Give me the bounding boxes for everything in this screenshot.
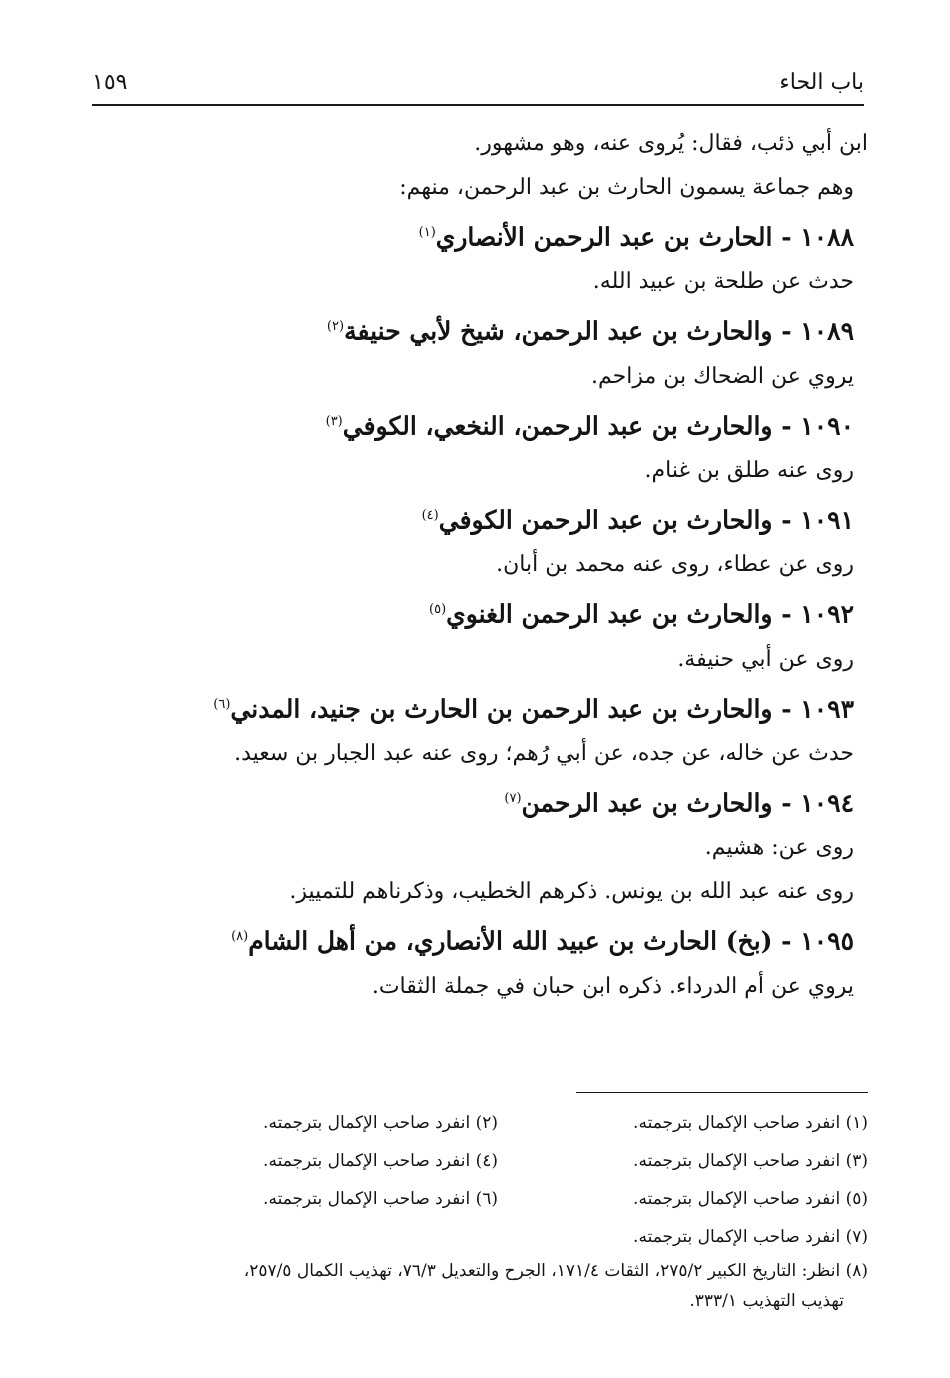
entry-heading-1088	[128, 210, 868, 260]
running-head	[92, 66, 864, 102]
chapter-title: باب الحاء	[779, 70, 864, 95]
entry-text-1088: حدث عن طلحة بن عبيد الله.	[592, 269, 854, 295]
footnote-8	[68, 1256, 868, 1316]
footnote-marker: (٨)	[231, 929, 249, 945]
footnote-marker: (٧)	[504, 790, 522, 806]
intro-line: ابن أبي ذئب، فقال: يُروى عنه، وهو مشهور.	[474, 131, 868, 156]
entry-title: ١٠٩٣ - والحارث بن عبد الرحمن بن الحارث بن جنيد، المدني	[230, 693, 854, 723]
footnote-6: (٦) انفرد صاحب الإكمال بترجمته.	[263, 1189, 498, 1209]
entry-text-1090: روى عنه طلق بن غنام.	[644, 457, 854, 483]
footnote-marker: (٥)	[429, 602, 447, 618]
entry-text-1091: روى عن عطاء، روى عنه محمد بن أبان.	[496, 552, 854, 578]
footnote-row	[68, 1104, 868, 1142]
footnote-1: (١) انفرد صاحب الإكمال بترجمته.	[633, 1113, 868, 1133]
entry-heading-1093	[128, 682, 868, 732]
footnote-marker: (٤)	[421, 507, 439, 523]
header-rule	[92, 104, 864, 106]
entry-text-1089: يروي عن الضحاك بن مزاحم.	[590, 363, 854, 389]
entry-heading-1090	[128, 399, 868, 449]
entry-text-1094-b: روى عنه عبد الله بن يونس. ذكرهم الخطيب، وذكرناهم للتمييز.	[289, 879, 854, 905]
page-number: ١٥٩	[92, 70, 128, 95]
entry-title: ١٠٩٥ - (بخ) الحارث بن عبيد الله الأنصاري، من أهل الشام	[248, 926, 854, 956]
footnote-row	[68, 1142, 868, 1180]
entry-text-1093: حدث عن خاله، عن جده، عن أبي رُهم؛ روى عنه عبد الجبار بن سعيد.	[234, 740, 854, 766]
entry-title: ١٠٩٠ - والحارث بن عبد الرحمن، النخعي، الكوفي	[342, 410, 854, 440]
footnote-4: (٤) انفرد صاحب الإكمال بترجمته.	[263, 1151, 498, 1171]
main-text	[128, 122, 868, 1009]
footnote-3: (٣) انفرد صاحب الإكمال بترجمته.	[633, 1151, 868, 1171]
footnote-2: (٢) انفرد صاحب الإكمال بترجمته.	[263, 1113, 498, 1133]
entry-text-1095: يروي عن أم الدرداء. ذكره ابن حبان في جملة الثقات.	[371, 973, 854, 999]
footnote-7: (٧) انفرد صاحب الإكمال بترجمته.	[633, 1227, 868, 1247]
group-line: وهم جماعة يسمون الحارث بن عبد الرحمن، منهم:	[399, 175, 854, 200]
footnote-row	[68, 1218, 868, 1256]
entry-title: ١٠٩٢ - والحارث بن عبد الرحمن الغنوي	[446, 599, 854, 629]
footnote-8-line-2: تهذيب التهذيب ٣٣٣/١.	[689, 1291, 844, 1311]
entry-title: ١٠٩١ - والحارث بن عبد الرحمن الكوفي	[438, 505, 854, 535]
entry-title: ١٠٨٨ - الحارث بن عبد الرحمن الأنصاري	[435, 222, 854, 252]
entry-heading-1092	[128, 587, 868, 637]
entry-heading-1095	[128, 914, 868, 964]
entry-text-1092: روى عن أبي حنيفة.	[677, 646, 854, 672]
footnote-5: (٥) انفرد صاحب الإكمال بترجمته.	[633, 1189, 868, 1209]
entry-heading-1091	[128, 493, 868, 543]
entry-heading-1089	[128, 304, 868, 354]
entry-text-1094: روى عن: هشيم.	[704, 835, 854, 861]
footnote-marker: (٢)	[326, 319, 345, 335]
footnote-marker: (٣)	[325, 413, 343, 429]
footnote-marker: (١)	[418, 225, 436, 240]
footnote-row	[68, 1180, 868, 1218]
footnote-marker: (٦)	[213, 696, 231, 712]
footnote-8-line-1: (٨) انظر: التاريخ الكبير ٢٧٥/٢، الثقات ١٧١/٤، الجرح والتعديل ٧٦/٣، تهذيب الكمال ٢٥٧/٥،	[243, 1261, 868, 1281]
footnotes	[68, 1104, 868, 1311]
entry-heading-1094	[128, 776, 868, 826]
entry-title: ١٠٨٩ - والحارث بن عبد الرحمن، شيخ لأبي حنيفة	[344, 316, 854, 346]
footnote-rule	[576, 1092, 868, 1093]
entry-title: ١٠٩٤ - والحارث بن عبد الرحمن	[521, 788, 854, 818]
